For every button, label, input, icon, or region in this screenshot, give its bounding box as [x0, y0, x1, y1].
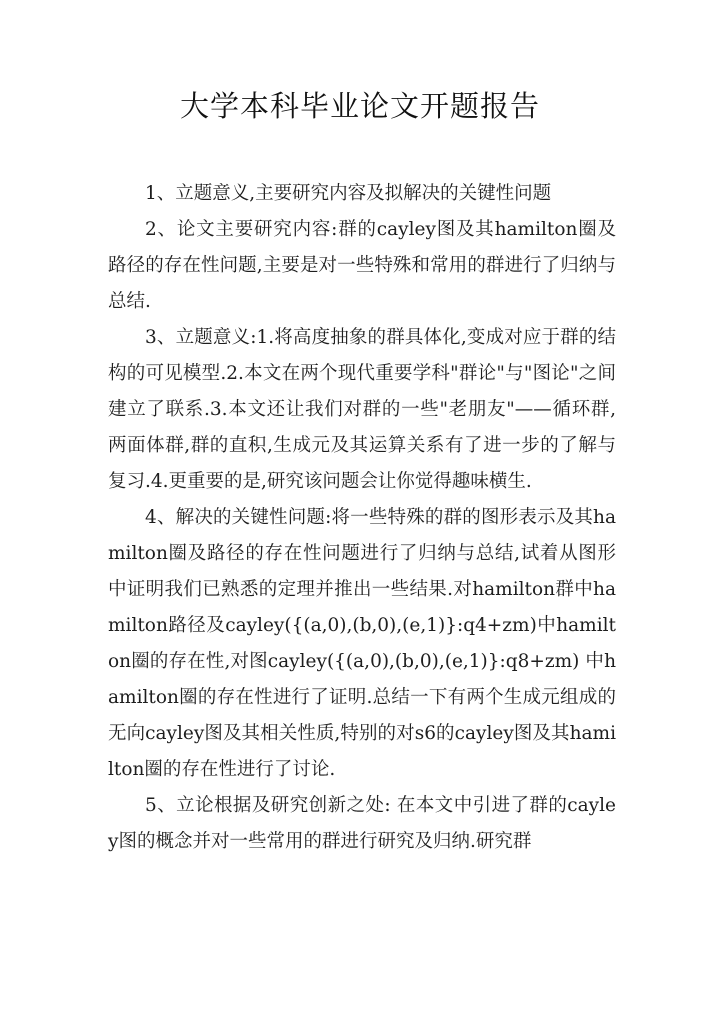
paragraph-4: 4、解决的关键性问题:将一些特殊的群的图形表示及其hamilton圈及路径的存在性问题进行了归纳与总结,试着从图形中证明我们已熟悉的定理并推出一些结果.对hamilton群中hamilton路径及cayley({(a,0),(b,0),(e,1)}:q4+zm)中hamilton圈的存在性,对图cayley({(a,0),(b,0),(e,1)}:q8+zm) 中hamilton圈的存在性进行了证明.总结一下有两个生成元组成的无向cayley图及其相关性质,特别的对s6的cayley图及其hamilton圈的存在性进行了讨论. — [108, 507, 616, 780]
document-body — [108, 176, 616, 860]
paragraph-5: 5、立论根据及研究创新之处: 在本文中引进了群的cayley图的概念并对一些常用的群进行研究及归纳.研究群 — [108, 795, 616, 852]
paragraph-2: 2、论文主要研究内容:群的cayley图及其hamilton圈及路径的存在性问题,主要是对一些特殊和常用的群进行了归纳与总结. — [108, 219, 616, 312]
paragraph-3: 3、立题意义:1.将高度抽象的群具体化,变成对应于群的结构的可见模型.2.本文在两个现代重要学科"群论"与"图论"之间建立了联系.3.本文还让我们对群的一些"老朋友"——循环群,两面体群,群的直积,生成元及其运算关系有了进一步的了解与复习.4.更重要的是,研究该问题会让你觉得趣味横生. — [108, 327, 616, 492]
paragraph-1: 1、立题意义,主要研究内容及拟解决的关键性问题 — [145, 183, 552, 204]
document-title: 大学本科毕业论文开题报告 — [179, 89, 540, 123]
